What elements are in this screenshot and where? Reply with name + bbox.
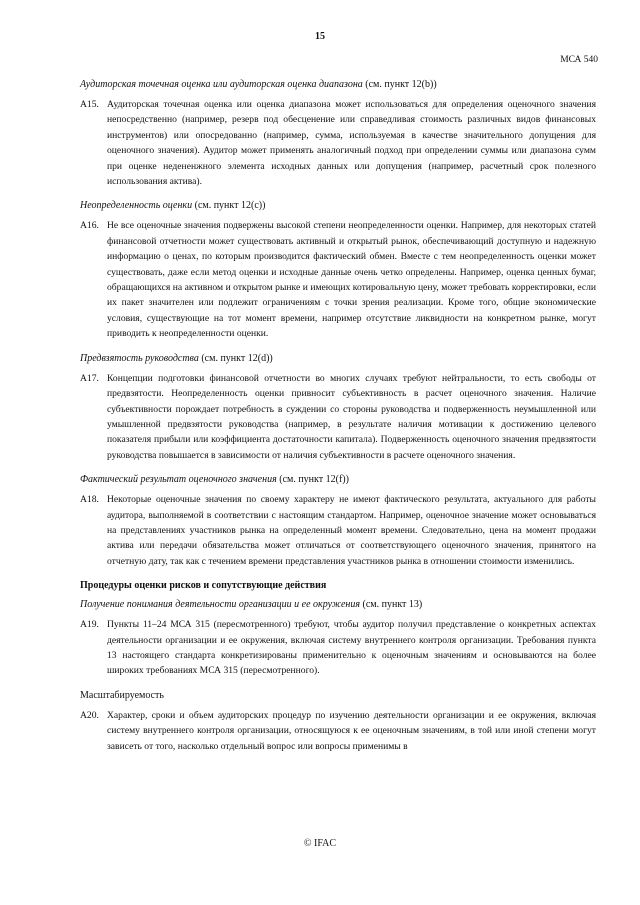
subheading-ref: (см. пункт 12(d)): [198, 352, 273, 364]
subheading-italic: Аудиторская точечная оценка или аудиторская оценка диапазона: [80, 79, 363, 90]
paragraph-number: A16.: [80, 220, 99, 232]
subheading-italic: Получение понимания деятельности организации и ее окружения: [80, 599, 361, 611]
subheading: [80, 78, 596, 92]
document-code: МСА 540: [560, 55, 598, 65]
paragraph-number: A19.: [80, 619, 99, 631]
paragraph-text: Некоторые оценочные значения по своему характеру не имеют фактического результата, актуального для работы аудитора, выполняемой в соответствии с настоящим стандартом. Например, оценочное значение может основываться на представлениях участников рынка на определенный момент времени. Следовательно, цена на момент продажи актива или передачи обязательства может отличаться от соответствующего оценочного значения, принятого на отчетную дату, так как с течением времени представления участников рынка в отношении стоимости изменились.: [107, 494, 596, 567]
paragraph: [80, 492, 596, 569]
paragraph-number: A18.: [80, 494, 99, 506]
paragraph-number: A17.: [80, 372, 99, 384]
copyright-footer: © IFAC: [303, 838, 337, 849]
paragraph-number: A20.: [80, 709, 99, 721]
subheading-ref: (см. пункт 12(f)): [276, 474, 349, 486]
subheading-italic: Неопределенность оценки: [80, 200, 193, 212]
paragraph-text: Характер, сроки и объем аудиторских процедур по изучению деятельности организации и ее окружения, включая систему внутреннего контроля организации, относящуюся к ее оценочным значениям, в той или иной степени могут зависеть от того, насколько отдельный вопрос или вопросы применимы в: [107, 709, 596, 752]
plain-subheading: Масштабируемость: [80, 689, 164, 701]
paragraph: [80, 97, 596, 189]
paragraph-text: Не все оценочные значения подвержены высокой степени неопределенности оценки. Например, для некоторых статей финансовой отчетности может существовать активный и открытый рынок, обеспечивающий доступную и надежную информацию о ценах, по которым производится фактический обмен. Вместе с тем неопределенность оценки может существовать, даже если метод оценки и исходные данные очень четко определены. Например, оценка ценных бумаг, обращающихся на активном и открытом рынке и имеющих котировальную цену, может требовать корректировки, если их пакет значителен или подлежит ограничениям с точки зрения реализации. Кроме того, общие экономические условия, существующие на тот момент времени, например отсутствие ликвидности на конкретном рынке, могут приводить к неопределенности оценки.: [107, 220, 596, 340]
subheading: [80, 473, 596, 487]
subheading: [80, 598, 596, 612]
subheading: [80, 352, 596, 366]
paragraph-text: Аудиторская точечная оценка или оценка диапазона может использоваться для определения оценочного значения непосредственно (например, резерв под обесценение или справедливая стоимость различных видов финансовых инструментов) или опосредованно (например, сумма, используемая в качестве значительного допущения для оценочного значения). Аудитор может применять аналогичный подход при определении суммы или диапазона сумм при оценке недененжного элемента исходных данных или допущения (например, расчетный срок полезного использования актива).: [107, 99, 596, 188]
subheading-italic: Предвзятость руководства: [80, 352, 199, 364]
subheading-ref: (см. пункт 13): [360, 599, 423, 611]
paragraph: [80, 617, 596, 679]
subheading-italic: Фактический результат оценочного значения: [80, 474, 277, 486]
paragraph: [80, 708, 596, 754]
page-number: 15: [315, 31, 325, 42]
section-heading: Процедуры оценки рисков и сопутствующие действия: [80, 580, 327, 592]
paragraph: [80, 371, 596, 463]
paragraph-text: Концепции подготовки финансовой отчетности во многих случаях требуют нейтральности, то есть свободы от предвзятости. Неопределенность оценки привносит субъективность в расчет оценочного значения. Наличие субъективности порождает потребность в суждении со стороны руководства и подверженность неумышленной или умышленной предвзятости руководства (например, в результате наличия мотивации к достижению целевого показателя прибыли или коэффициента достаточности капитала). Подверженность оценочного значения предвзятости руководства повышается в зависимости от наличия субъективности в расчете оценочного значения.: [107, 372, 596, 461]
paragraph-number: A15.: [80, 99, 99, 110]
document-body: [80, 78, 596, 764]
paragraph-text: Пункты 11–24 МСА 315 (пересмотренного) требуют, чтобы аудитор получил представление о конкретных аспектах деятельности организации и ее окружения, включая систему внутреннего контроля организации. Требования пункта 13 настоящего стандарта конкретизированы применительно к оценочным значениям и основываются на более широких требованиях МСА 315 (пересмотренного).: [107, 619, 596, 677]
subheading-ref: (см. пункт 12(b)): [362, 79, 437, 90]
subheading: [80, 199, 596, 213]
subheading-ref: (см. пункт 12(c)): [192, 200, 266, 212]
paragraph: [80, 218, 596, 341]
